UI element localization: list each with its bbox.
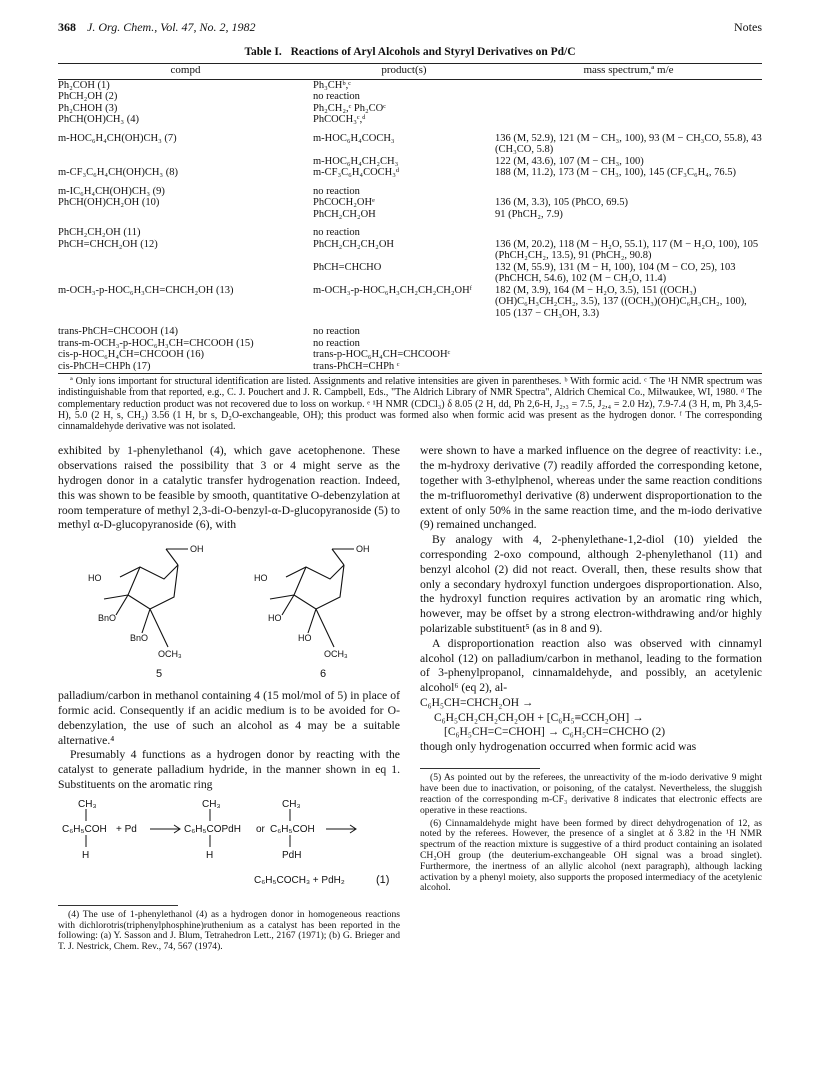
journal-citation: J. Org. Chem., Vol. 47, No. 2, 1982 (87, 20, 256, 34)
table-row (58, 239, 762, 262)
product-label: C₆H₅COCH₃ + PdH₂ (254, 874, 345, 886)
table-label: Table I. (244, 46, 282, 58)
right-column (420, 444, 762, 955)
row-spacer (58, 319, 762, 326)
compound-cell: m-IC₆H₄CH(OH)CH₃ (9) (58, 185, 165, 197)
paragraph: palladium/carbon in methanol containing 4 (15 mol/mol of 5) in place of formic acid. Consequently if an acidic medium is to be avoided for O-debenzylation, the use of such an alcohol as 4 may be a suitable alternative.⁴ (58, 689, 400, 747)
product-cell: PhCH₂CH₂CH₂OH (313, 238, 394, 250)
mass-spectrum-cell: 136 (M, 20.2), 118 (M − H₂O, 55.1), 117 (M − H₂O, 100), 105 (PhCH₂CH₂, 13.5), 91 (PhCH₂, 90.8) (495, 238, 759, 261)
reactions-table (58, 63, 762, 374)
glucopyranoside-structures (58, 537, 400, 687)
equation-2-line: [C₆H₅CH=C=CHOH] → C₆H₅CH=CHCHO (2) (444, 726, 666, 739)
hydrogen-label: H (82, 849, 90, 861)
mass-spectrum-cell: 182 (M, 3.9), 164 (M − H₂O, 3.5), 151 ((OCH₃)(OH)C₆H₃CH₂CH₂, 3.5), 137 ((OCH₃)(OH)C₆H₃CH₂, 100), 105 (137 − CH₃OH, 3.3) (495, 284, 747, 319)
table-caption (58, 46, 762, 58)
footnote-separator (420, 768, 540, 769)
mass-spectrum-cell (495, 114, 762, 126)
table-row (58, 349, 762, 361)
table-row (58, 227, 762, 239)
row-spacer (58, 220, 762, 227)
column-header-products: product(s) (313, 64, 495, 80)
compound-cell: cis-p-HOC₆H₄CH=CHCOOH (16) (58, 349, 204, 360)
compound-cell: Ph₂CHOH (3) (58, 102, 118, 114)
table-row (58, 186, 762, 198)
hydroxyl-label: HO (88, 573, 102, 584)
mass-spectrum-cell (495, 103, 762, 115)
footnote-separator (58, 905, 178, 906)
table-row (58, 209, 762, 221)
paragraph: though only hydrogenation occurred when formic acid was (420, 739, 697, 753)
equation-number: (1) (376, 873, 390, 886)
product-cell: no reaction (313, 227, 360, 238)
table-row (58, 133, 762, 156)
compound-cell: m-CF₃C₆H₄CH(OH)CH₃ (8) (58, 167, 178, 178)
footnote-6: (6) Cinnamaldehyde might have been formed by direct dehydrogenation of 12, as noted by the referees. However, the presence of a singlet at δ 3.82 in the ¹H NMR spectrum of the reaction mixture is suggestive of a third product containing an isolated CH₂OH group (the deuterium-exchangeable OH signal was a broad singlet). Furthermore, the inertness of an allylic alcohol (next paragraph), although lacking activation by a phenyl moiety, also supports the proposed intermediacy of the acetylenic alcohol. (420, 817, 762, 894)
compound-cell: PhCH=CHCH₂OH (12) (58, 238, 158, 250)
product-cell: m-HOC₆H₄CH₂CH₃ (313, 155, 399, 167)
compound-cell: m-OCH₃-p-HOC₆H₃CH=CHCH₂OH (13) (58, 284, 234, 296)
mass-spectrum-cell (495, 349, 762, 361)
product-cell: no reaction (313, 326, 360, 337)
compound-cell: PhCH₂CH₂OH (11) (58, 227, 141, 238)
table-footnotes (58, 376, 762, 432)
methyl-label: CH₃ (282, 798, 301, 810)
mass-spectrum-cell: 188 (M, 11.2), 173 (M − CH₃, 100), 145 (CF₃C₆H₄, 76.5) (495, 167, 736, 178)
product-cell: PhCH=CHCHO (313, 261, 382, 273)
compound-cell (58, 262, 313, 285)
product-cell: PhCOCH₃ᶜ,ᵈ (313, 114, 366, 125)
equation-2-line: C₆H₅CH₂CH₂CH₂OH + [C₆H₅≡CCH₂OH] → (434, 711, 644, 724)
methoxy-label: OCH₃ (158, 649, 182, 660)
product-cell: m-OCH₃-p-HOC₆H₃CH₂CH₂CH₂OHᶠ (313, 284, 472, 296)
compound-cell: m-HOC₆H₄CH(OH)CH₃ (7) (58, 132, 177, 144)
product-cell: Ph₂CH₂,ᶜ Ph₂COᶜ (313, 102, 386, 114)
mass-spectrum-cell: 136 (M, 3.3), 105 (PhCO, 69.5) (495, 197, 628, 208)
methyl-label: CH₃ (202, 798, 221, 810)
table-row (58, 114, 762, 126)
mass-spectrum-cell (495, 79, 762, 91)
compound-cell: trans-PhCH=CHCOOH (14) (58, 326, 178, 337)
table-footnote: ª Only ions important for structural identification are listed. Assignments and relative intensities are given in parentheses. ᵇ With formic acid. ᶜ The ¹H NMR spectrum was indistinguishable from that reported, e.g., C. J. Pouchert and J. R. Campbell, Eds., "The Aldrich Library of NMR Spectra", Aldrich Chemical Co., Milwaukee, WI, 1980. ᵈ The complementary reduction product was not recovered due to loss on workup. ᵉ ¹H NMR (CDCl₃) δ 8.05 (2 H, dd, Ph 2,6-H, J₂,₃ = 7.5, J₂,₄ = 2.0 Hz), 7.9-7.4 (3 H, m, Ph 3,4,5-H), 5.0 (2 H, s, CH₂) 3.56 (1 H, br s, D₂O-exchangeable, OH); this product was formed also when formic acid was present as the hydrogen donor. ᶠ The corresponding cinnamaldehyde derivative was not isolated. (58, 376, 762, 433)
product-cell: m-CF₃C₆H₄COCH₃ᵈ (313, 167, 400, 178)
footnotes-right (420, 773, 762, 894)
table-row (58, 156, 762, 168)
page-number: 368 (58, 20, 76, 34)
section-label: Notes (734, 20, 762, 34)
structures-5-and-6 (58, 537, 400, 687)
hydroxyl-label: HO (254, 573, 268, 584)
compound-number-5: 5 (156, 668, 163, 681)
hydroxyl-label: HO (298, 633, 312, 644)
hydrogen-label: H (206, 849, 214, 861)
table-title: Reactions of Aryl Alcohols and Styryl Derivatives on Pd/C (290, 46, 576, 58)
mass-spectrum-cell: 132 (M, 55.9), 131 (M − H, 100), 104 (M − CO, 25), 103 (PhCHCH, 54.6), 102 (M − CH₂O, 11.4) (495, 261, 736, 284)
product-cell: Ph₃CHᵇ,ᶜ (313, 79, 351, 91)
mass-spectrum-cell (495, 227, 762, 239)
table-row (58, 285, 762, 320)
footnotes-left (58, 910, 400, 953)
methyl-label: CH₃ (78, 798, 97, 810)
footnote-5: (5) As pointed out by the referees, the unreactivity of the m-iodo derivative 9 might have been due to inactivation, or poisoning, of the catalyst. Nevertheless, the sluggish reaction of the corresponding m-CF₃ derivative 8 indicates that electronic effects are operative in these reactions. (420, 772, 762, 816)
row-spacer (58, 179, 762, 186)
mass-spectrum-cell: 136 (M, 52.9), 121 (M − CH₃, 100), 93 (M − CH₃CO, 55.8), 43 (CH₃CO, 5.8) (495, 132, 762, 155)
compound-cell: trans-m-OCH₃-p-HOC₆H₃CH=CHCOOH (15) (58, 337, 254, 349)
intermediate-label: C₆H₅COH (270, 823, 315, 835)
equation-1 (58, 797, 400, 897)
compound-cell: cis-PhCH=CHPh (17) (58, 361, 313, 374)
left-column (58, 444, 400, 955)
compound-cell: Ph₂COH (1) (58, 79, 110, 91)
table-row (58, 91, 762, 103)
table-row (58, 103, 762, 115)
table-body (58, 79, 762, 374)
reactant-label: C₆H₅COH (62, 823, 107, 835)
mass-spectrum-cell (495, 338, 762, 350)
paragraph: Presumably 4 functions as a hydrogen donor by reacting with the catalyst to generate palladium hydride, in the manner shown in eq 1. Substituents on the aromatic ring (58, 748, 400, 792)
mass-spectrum-cell (495, 326, 762, 338)
column-header-mass-spectrum: mass spectrum,ª m/e (495, 64, 762, 80)
benzyloxy-label: BnO (130, 633, 149, 644)
table-row (58, 326, 762, 338)
table-row (58, 262, 762, 285)
product-cell: PhCOCH₂OHᵉ (313, 197, 375, 208)
product-cell: trans-PhCH=CHPh ᶜ (313, 361, 495, 374)
equation-2 (420, 696, 762, 740)
table-row (58, 197, 762, 209)
table-row (58, 361, 762, 374)
equation-1-drawing (58, 797, 400, 897)
paragraph: exhibited by 1-phenylethanol (4), which gave acetophenone. These observations raised the possibility that 3 or 4 might serve as the hydrogen donor in a catalytic transfer hydrogenation reaction. Indeed, this was shown to be feasible by smooth, quantitative O-debenzylation at room temperature of methyl 2,3-di-O-benzyl-α-D-glucopyranoside (5) to methyl α-D-glucopyranoside (6), with (58, 444, 400, 532)
mass-spectrum-cell: 91 (PhCH₂, 7.9) (495, 208, 563, 220)
mass-spectrum-cell: 122 (M, 43.6), 107 (M − CH₃, 100) (495, 155, 644, 167)
product-cell: PhCH₂CH₂OH (313, 208, 376, 220)
body-columns (58, 444, 762, 955)
hydroxyl-label: HO (268, 613, 282, 624)
hydroxyl-label: OH (190, 544, 204, 555)
compound-cell: PhCH(OH)CH₂OH (10) (58, 197, 160, 208)
palladium-label: + Pd (116, 823, 137, 835)
compound-cell: PhCH₂OH (2) (58, 91, 118, 102)
mass-spectrum-cell (495, 186, 762, 198)
row-spacer (58, 126, 762, 133)
palladium-hydride-label: PdH (282, 849, 302, 861)
table-header-row (58, 64, 762, 80)
compound-cell: PhCH(OH)CH₃ (4) (58, 114, 139, 125)
product-cell: trans-p-HOC₆H₄CH=CHCOOHᶜ (313, 349, 451, 360)
paragraph: A disproportionation reaction also was observed with cinnamyl alcohol (12) on palladium/carbon in methanol, leading to the formation of 3-phenylpropanol, cinnamaldehyde, and possibly, an acetylenic alcohol⁶ (eq 2), al- (420, 636, 762, 695)
or-label: or (256, 823, 265, 835)
benzyloxy-label: BnO (98, 613, 117, 624)
product-cell: m-HOC₆H₄COCH₃ (313, 132, 395, 144)
journal-page (58, 20, 762, 955)
hydroxyl-label: OH (356, 544, 370, 555)
product-cell: no reaction (313, 91, 360, 102)
table-row (58, 338, 762, 350)
intermediate-label: C₆H₅COPdH (184, 823, 241, 835)
compound-cell (58, 156, 313, 168)
paragraph: By analogy with 4, 2-phenylethane-1,2-diol (10) yielded the corresponding 2-oxo compound, although 2-phenylethanol (11) and benzyl alcohol (2) did not react. Overall, then, these results show that only a secondary hydroxyl function undergoes disproportionation. Also, the hydroxyl function requires activation by an aromatic ring which, however, may be offset by a strong electron-withdrawing and/or highly polarizable substituent⁵ (as in 8 and 9). (420, 533, 762, 636)
page-header (58, 20, 762, 42)
column-header-compd: compd (58, 64, 313, 80)
compound-number-6: 6 (320, 668, 327, 681)
product-cell: no reaction (313, 337, 360, 349)
table-row (58, 79, 762, 91)
equation-2-line: C₆H₅CH=CHCH₂OH → (420, 697, 534, 710)
compound-cell (58, 209, 313, 221)
footnote-4: (4) The use of 1-phenylethanol (4) as a hydrogen donor in homogeneous reactions with dichlorotris(triphenylphosphine)ruthenium as a catalyst has been reported in the following: (a) Y. Sasson and J. Blum, Tetrahedron Lett., 2167 (1971); (b) G. Brieger and T. J. Nestrick, Chem. Rev., 74, 567 (1974). (58, 908, 400, 953)
mass-spectrum-cell (495, 91, 762, 103)
paragraph: were shown to have a marked influence on the degree of reactivity: i.e., the m-hydroxy derivative (7) readily afforded the corresponding ketone, together with 3-ethylphenol, whereas under the same reaction conditions the m-trifluoromethyl derivative (8) underwent disproportionation to the extent of only 50% in the same reaction time, and the m-iodo derivative (9) remained unchanged. (420, 444, 762, 532)
table-row (58, 167, 762, 179)
product-cell: no reaction (313, 185, 360, 197)
mass-spectrum-cell (495, 361, 762, 374)
methoxy-label: OCH₃ (324, 649, 348, 660)
